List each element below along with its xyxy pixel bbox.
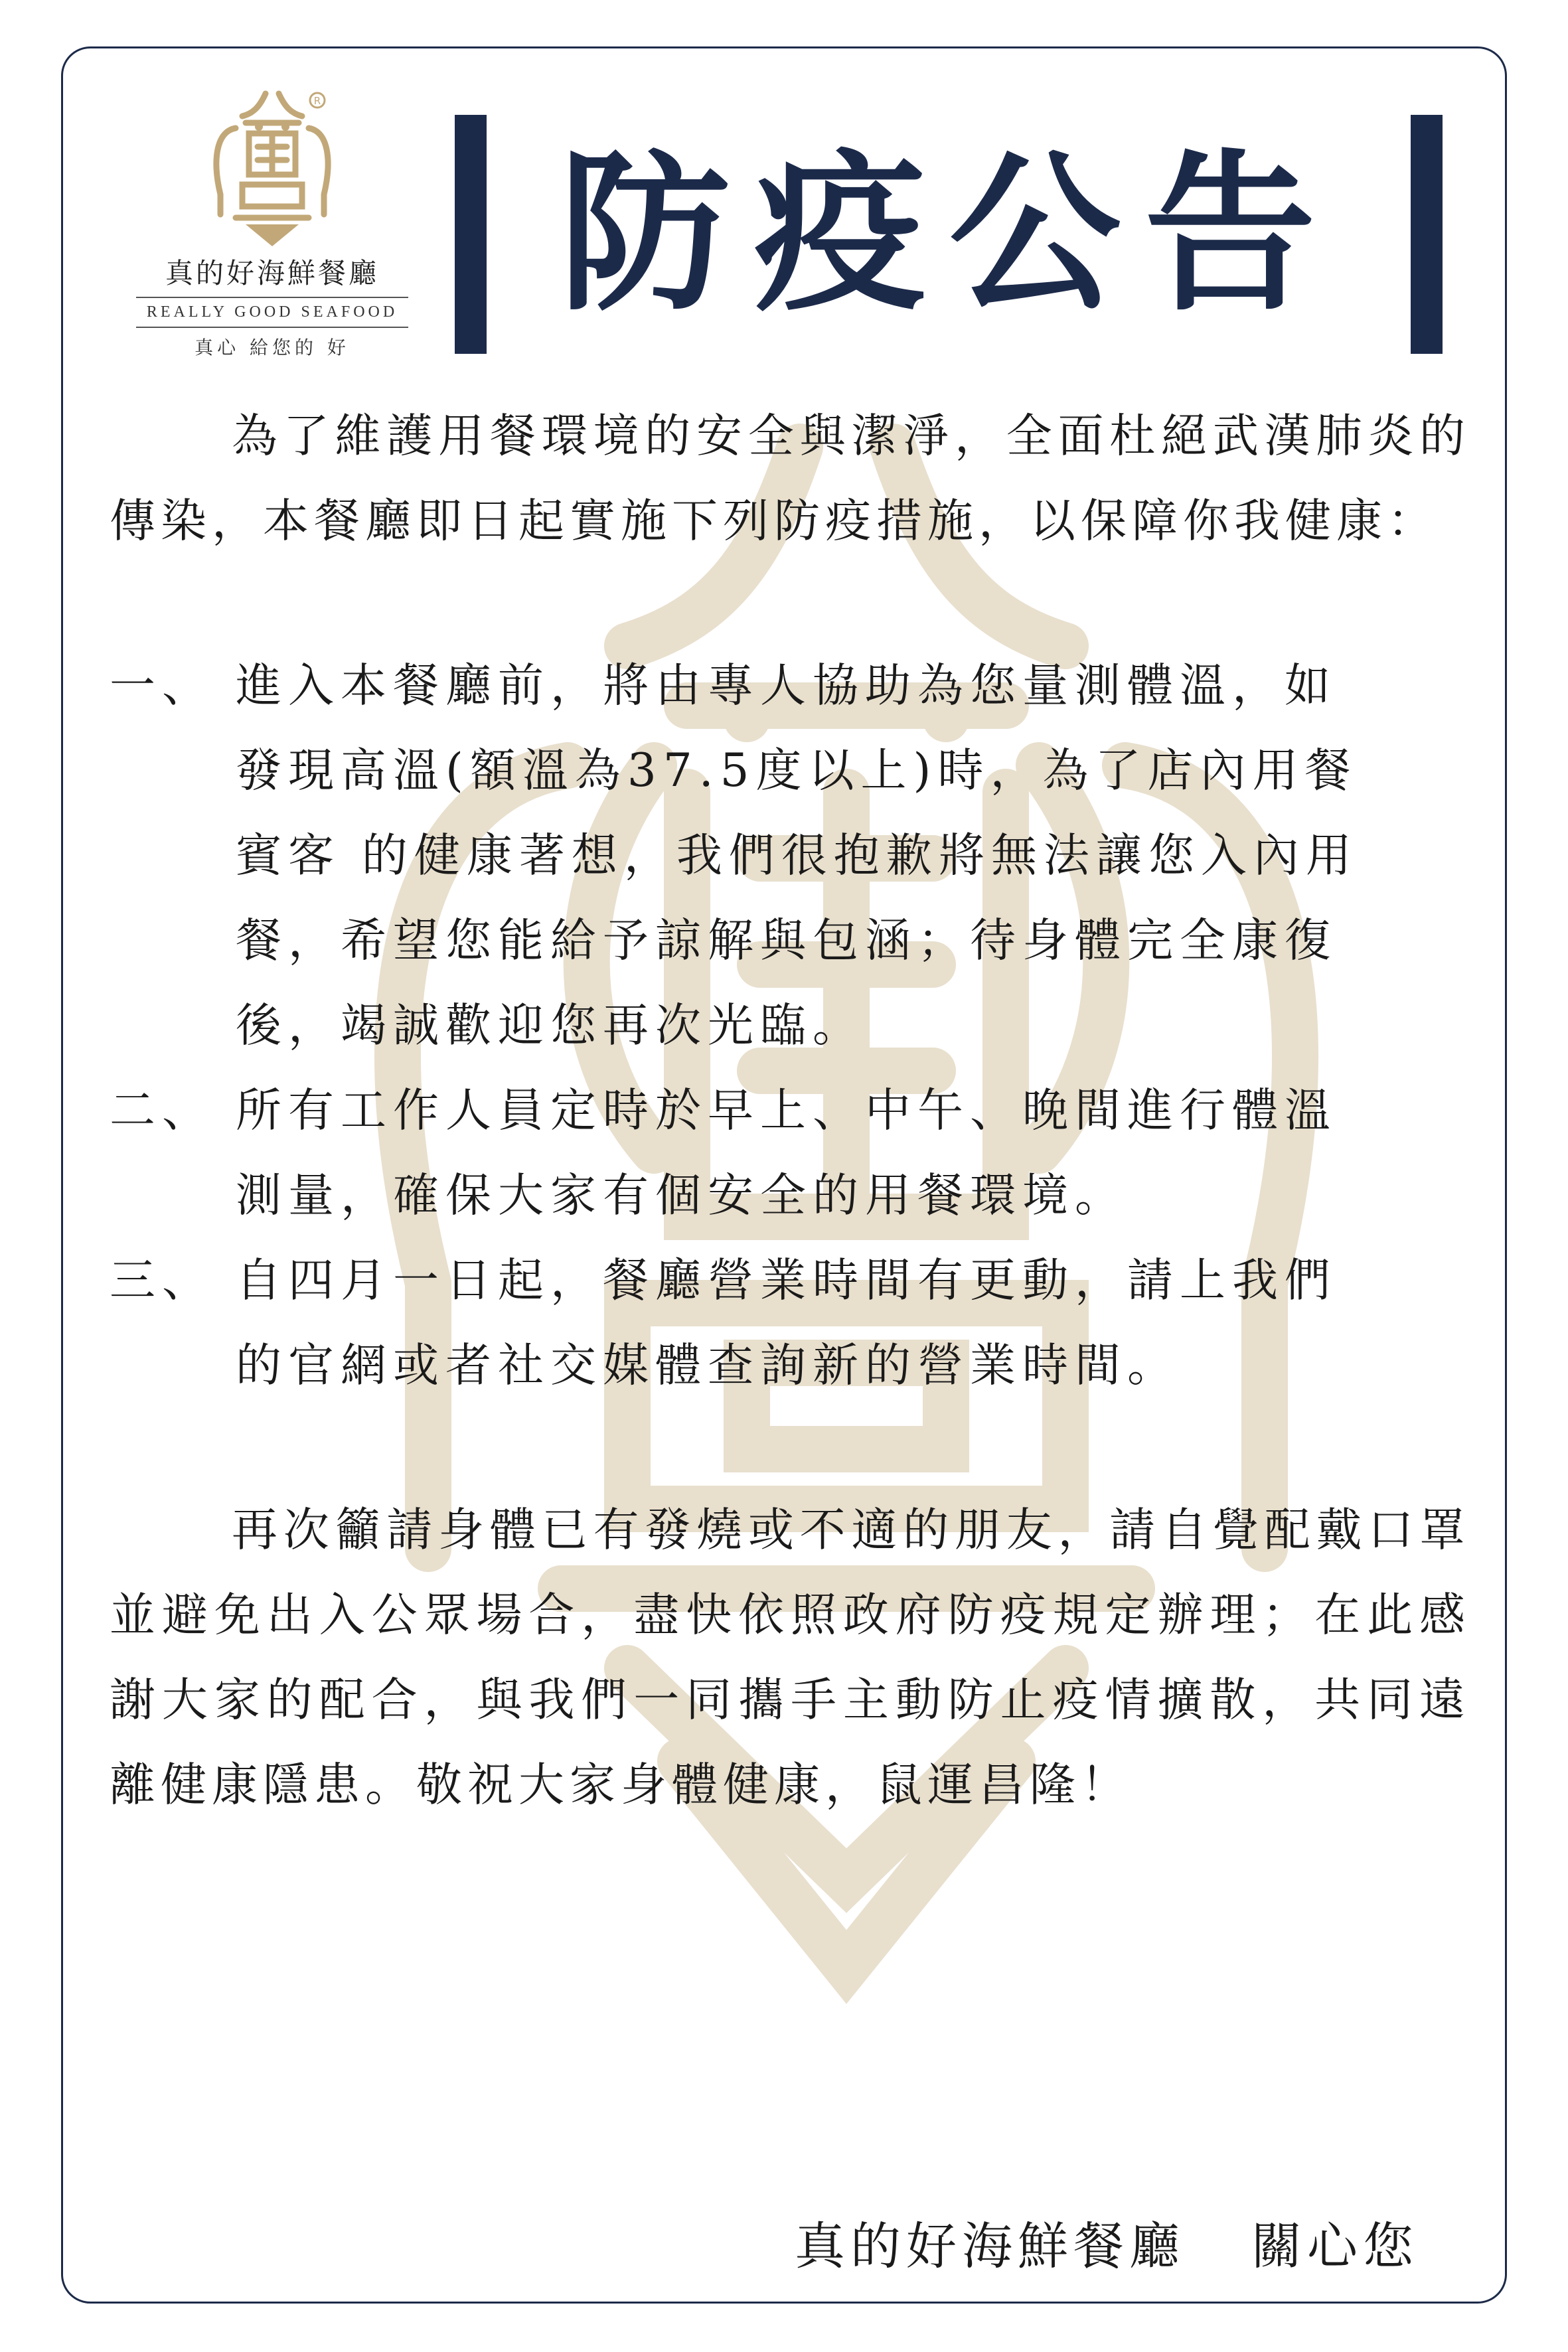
logo-divider [136, 327, 408, 328]
measure-number: 一、 [110, 659, 214, 712]
intro-paragraph: 為了維護用餐環境的安全與潔淨，全面杜絕武漢肺炎的傳染，本餐廳即日起實施下列防疫措施，以保障你我健康： [110, 410, 1470, 548]
measures-list [110, 643, 1470, 1408]
measure-number: 二、 [110, 1084, 214, 1137]
notice-frame [61, 46, 1507, 2304]
svg-text:R: R [313, 95, 321, 107]
measure-text: 所有工作人員定時於早上、中午、晚間進行體溫測量，確保大家有個安全的用餐環境。 [236, 1084, 1337, 1222]
measure-text: 進入本餐廳前，將由專人協助為您量測體溫，如發現高溫(額溫為37.5度以上)時，為了店內用餐賓客 的健康著想，我們很抱歉將無法讓您入內用餐，希望您能給予諒解與包涵；待身體完全康復後，竭誠歡迎您再次光臨。 [236, 659, 1358, 1052]
logo-name-en: REALLY GOOD SEAFOOD [146, 303, 398, 321]
page-title: 防疫公告 [559, 135, 1340, 334]
closing-paragraph: 再次籲請身體已有發燒或不適的朋友，請自覺配戴口罩並避免出入公眾場合，盡快依照政府防疫規定辦理；在此感謝大家的配合，與我們一同攜手主動防止疫情擴散，共同遠離健康隱患。敬祝大家身體健康，鼠運昌隆！ [110, 1504, 1470, 1812]
logo-divider [136, 297, 408, 298]
title-bar-right [1411, 115, 1443, 354]
notice-body [110, 394, 1470, 1828]
measure-item [110, 643, 1470, 1068]
signature-org: 真的好海鮮餐廳 [795, 2217, 1185, 2276]
measure-number: 三、 [110, 1254, 214, 1307]
signature-note: 關心您 [1251, 2217, 1419, 2276]
logo-slogan: 真心 給您的 好 [195, 337, 350, 358]
measure-text: 自四月一日起，餐廳營業時間有更動，請上我們的官網或者社交媒體查詢新的營業時間。 [236, 1254, 1337, 1392]
brand-logo [116, 88, 428, 387]
measure-item [110, 1068, 1470, 1238]
title-bar-left [455, 115, 487, 354]
logo-name-cn: 真的好海鮮餐廳 [165, 257, 379, 289]
signature [795, 2206, 1419, 2278]
measure-item [110, 1238, 1470, 1408]
lobster-logo-icon [206, 88, 339, 248]
